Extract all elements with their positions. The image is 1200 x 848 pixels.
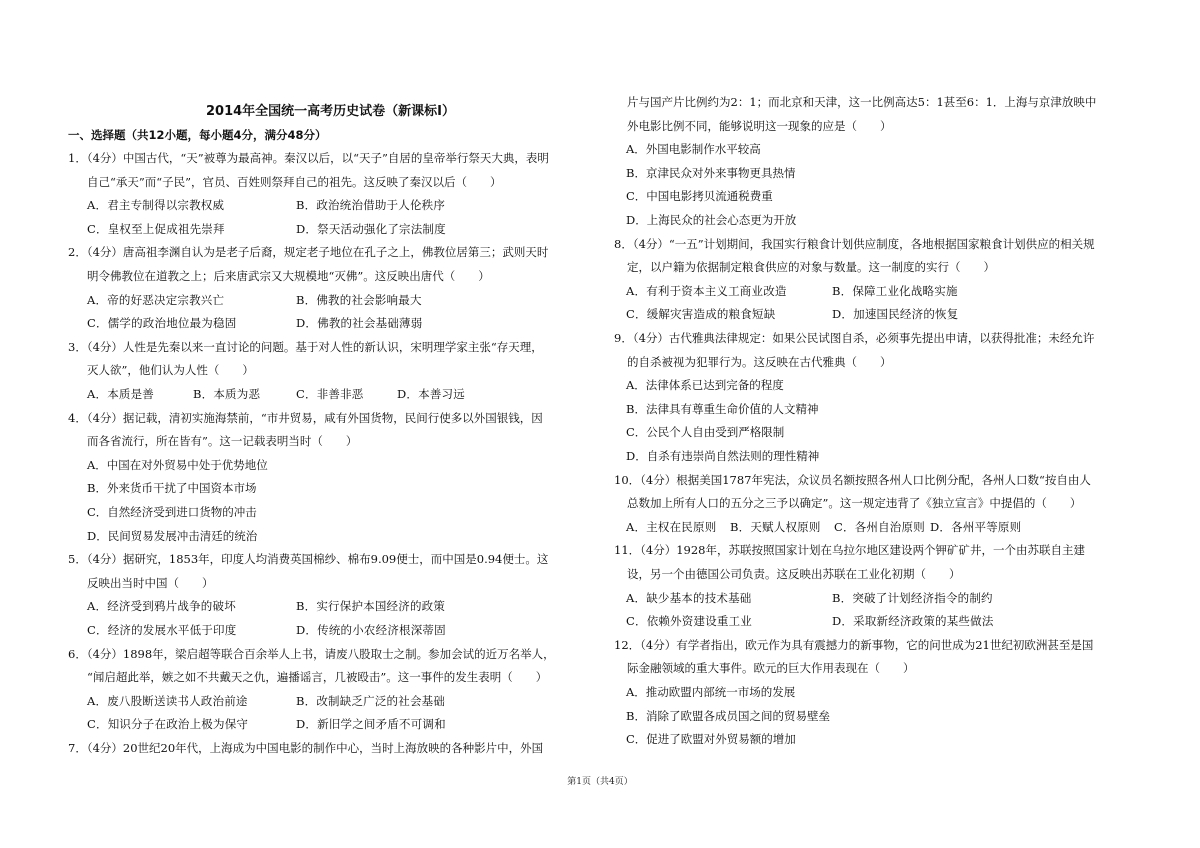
answer-option: A．缺少基本的技术基础 — [626, 590, 752, 605]
answer-option: B．天赋人权原则 — [730, 519, 821, 534]
question-text-cont: “闻启超此举，嫉之如不共戴天之仇，遍播谣言，几被殴击”。这一事件的发生表明（ ） — [87, 670, 548, 685]
answer-option: C．经济的发展水平低于印度 — [87, 623, 237, 637]
answer-option: D．新旧学之间矛盾不可调和 — [296, 717, 446, 732]
answer-option: D．各州平等原则 — [930, 519, 1022, 534]
answer-option: D．加速国民经济的恢复 — [832, 307, 959, 322]
question-text: 7．（4分）20世纪20年代，上海成为中国电影的制作中心，当时上海放映的各种影片中，外国 — [68, 741, 544, 755]
answer-option: A．法律体系已达到完备的程度 — [626, 378, 784, 393]
answer-option: A．本质是善 — [87, 387, 155, 401]
question-text: 6．（4分）1898年，梁启超等联合百余举人上书，请废八股取士之制。参加会试的近万名举人， — [68, 646, 555, 661]
question-text-cont: 反映出当时中国（ ） — [87, 575, 214, 590]
answer-option: D．佛教的社会基础薄弱 — [296, 316, 423, 331]
question-text: 9．（4分）古代雅典法律规定：如果公民试图自杀，必须事先提出申请，以获得批准；未经允许 — [614, 331, 1095, 345]
answer-option: D．本善习远 — [397, 387, 465, 401]
page-title: 2014年全国统一高考历史试卷（新课标Ⅰ） — [205, 104, 456, 119]
question-text-cont: 而各省流行，所在皆有”。这一记载表明当时（ ） — [87, 434, 358, 449]
question-text: 3．（4分）人性是先秦以来一直讨论的问题。基于对人性的新认识，宋明理学家主张“存天理， — [68, 339, 543, 354]
answer-option: A．有利于资本主义工商业改造 — [626, 283, 787, 298]
question-text-cont: 定，以户籍为依据制定粮食供应的对象与数量。这一制度的实行（ ） — [627, 260, 995, 275]
answer-option: B．佛教的社会影响最大 — [296, 292, 422, 307]
answer-option: A．主权在民原则 — [626, 519, 717, 534]
answer-option: A．废八股断送读书人政治前途 — [87, 693, 248, 708]
answer-option: C．皇权至上促成祖先崇拜 — [87, 221, 225, 236]
answer-option: D．采取新经济政策的某些做法 — [832, 614, 994, 629]
answer-option: B．法律具有尊重生命价值的人文精神 — [626, 401, 819, 416]
answer-option: A．经济受到鸦片战争的破坏 — [87, 599, 236, 614]
answer-option: C．非善非恶 — [296, 387, 364, 401]
page-footer: 第1页（共4页） — [567, 777, 633, 787]
answer-option: C．公民个人自由受到严格限制 — [626, 425, 785, 440]
question-text-cont: 明令佛教位在道教之上；后来唐武宗又大规模地“灭佛”。这反映出唐代（ ） — [87, 269, 490, 283]
answer-option: C．依赖外资建设重工业 — [626, 614, 752, 629]
answer-option: B．外来货币干扰了中国资本市场 — [87, 481, 257, 496]
question-text: 12．（4分）有学者指出，欧元作为具有震撼力的新事物，它的问世成为21世纪初欧洲甚至是国 — [614, 637, 1094, 652]
question-text-cont: 外电影比例不同，能够说明这一现象的应是（ ） — [627, 118, 892, 133]
question-text: 8．（4分）“一五”计划期间，我国实行粮食计划供应制度，各地根据国家粮食计划供应的相关规 — [614, 236, 1095, 251]
answer-option: B．政治统治借助于人伦秩序 — [296, 198, 446, 213]
answer-option: B．改制缺乏广泛的社会基础 — [296, 693, 446, 708]
section-heading: 一、选择题（共12小题，每小题4分，满分48分） — [68, 128, 327, 142]
answer-option: C．儒学的政治地位最为稳固 — [87, 316, 237, 331]
answer-option: D．上海民众的社会心态更为开放 — [626, 213, 797, 227]
question-text: 4．（4分）据记载，清初实施海禁前，“市井贸易，咸有外国货物，民间行使多以外国银钱，因 — [68, 410, 543, 425]
answer-option: A．帝的好恶决定宗教兴亡 — [87, 292, 225, 307]
answer-option: D．传统的小农经济根深蒂固 — [296, 623, 446, 637]
answer-option: B．本质为恶 — [193, 387, 261, 401]
answer-option: C．缓解灾害造成的粮食短缺 — [626, 307, 776, 322]
answer-option: D．自杀有违崇尚自然法则的理性精神 — [626, 449, 820, 463]
answer-option: C．促进了欧盟对外贸易额的增加 — [626, 732, 796, 747]
answer-option: B．消除了欧盟各成员国之间的贸易壁垒 — [626, 708, 830, 723]
answer-option: A．外国电影制作水平较高 — [626, 142, 761, 157]
answer-option: C．知识分子在政治上极为保守 — [87, 717, 249, 732]
answer-option: A．推动欧盟内部统一市场的发展 — [626, 685, 796, 699]
question-text-cont: 片与国产片比例约为2：1；而北京和天津，这一比例高达5：1甚至6：1．上海与京津放映中 — [627, 95, 1097, 109]
question-text: 5．（4分）据研究，1853年，印度人均消费英国棉纱、棉布9.09便士，而中国是0.94便士。这 — [68, 552, 549, 567]
answer-option: A．中国在对外贸易中处于优势地位 — [87, 457, 268, 472]
question-text: 10．（4分）根据美国1787年宪法，众议员名额按照各州人口比例分配，各州人口数“按自由人 — [614, 472, 1091, 487]
question-text-cont: 的自杀被视为犯罪行为。这反映在古代雅典（ ） — [627, 354, 892, 369]
answer-option: B．突破了计划经济指令的制约 — [832, 590, 993, 605]
question-text-cont: 际金融领域的重大事件。欧元的巨大作用表现在（ ） — [627, 661, 915, 676]
question-text: 1．（4分）中国古代，“天”被尊为最高神。秦汉以后，以“天子”自居的皇帝举行祭天大典，表明 — [68, 151, 549, 165]
answer-option: C．各州自治原则 — [834, 519, 925, 534]
answer-option: B．实行保护本国经济的政策 — [296, 599, 446, 614]
answer-option: C．中国电影拷贝流通税费重 — [626, 189, 773, 204]
answer-option: D．祭天活动强化了宗法制度 — [296, 221, 446, 236]
question-text: 2．（4分）唐高祖李渊自认为是老子后裔，规定老子地位在孔子之上，佛教位居第三；武则天时 — [68, 245, 549, 260]
question-text-cont: 设，另一个由德国公司负责。这反映出苏联在工业化初期（ ） — [627, 567, 961, 581]
answer-option: A．君主专制得以宗教权威 — [87, 198, 225, 213]
answer-option: D．民间贸易发展冲击清廷的统治 — [87, 528, 258, 543]
question-text: 11．（4分）1928年，苏联按照国家计划在乌拉尔地区建设两个钾矿矿井，一个由苏联自主建 — [614, 543, 1085, 558]
question-text-cont: 自己“承天”而“子民”，官员、百姓则祭拜自己的祖先。这反映了秦汉以后（ ） — [87, 174, 502, 189]
answer-option: B．京津民众对外来事物更具热情 — [626, 165, 796, 180]
question-text-cont: 灭人欲”，他们认为人性（ ） — [87, 363, 254, 378]
answer-option: C．自然经济受到进口货物的冲击 — [87, 505, 257, 519]
answer-option: B．保障工业化战略实施 — [832, 283, 958, 298]
question-text-cont: 总数加上所有人口的五分之三予以确定”。这一规定违背了《独立宣言》中提倡的（ ） — [627, 496, 1082, 511]
